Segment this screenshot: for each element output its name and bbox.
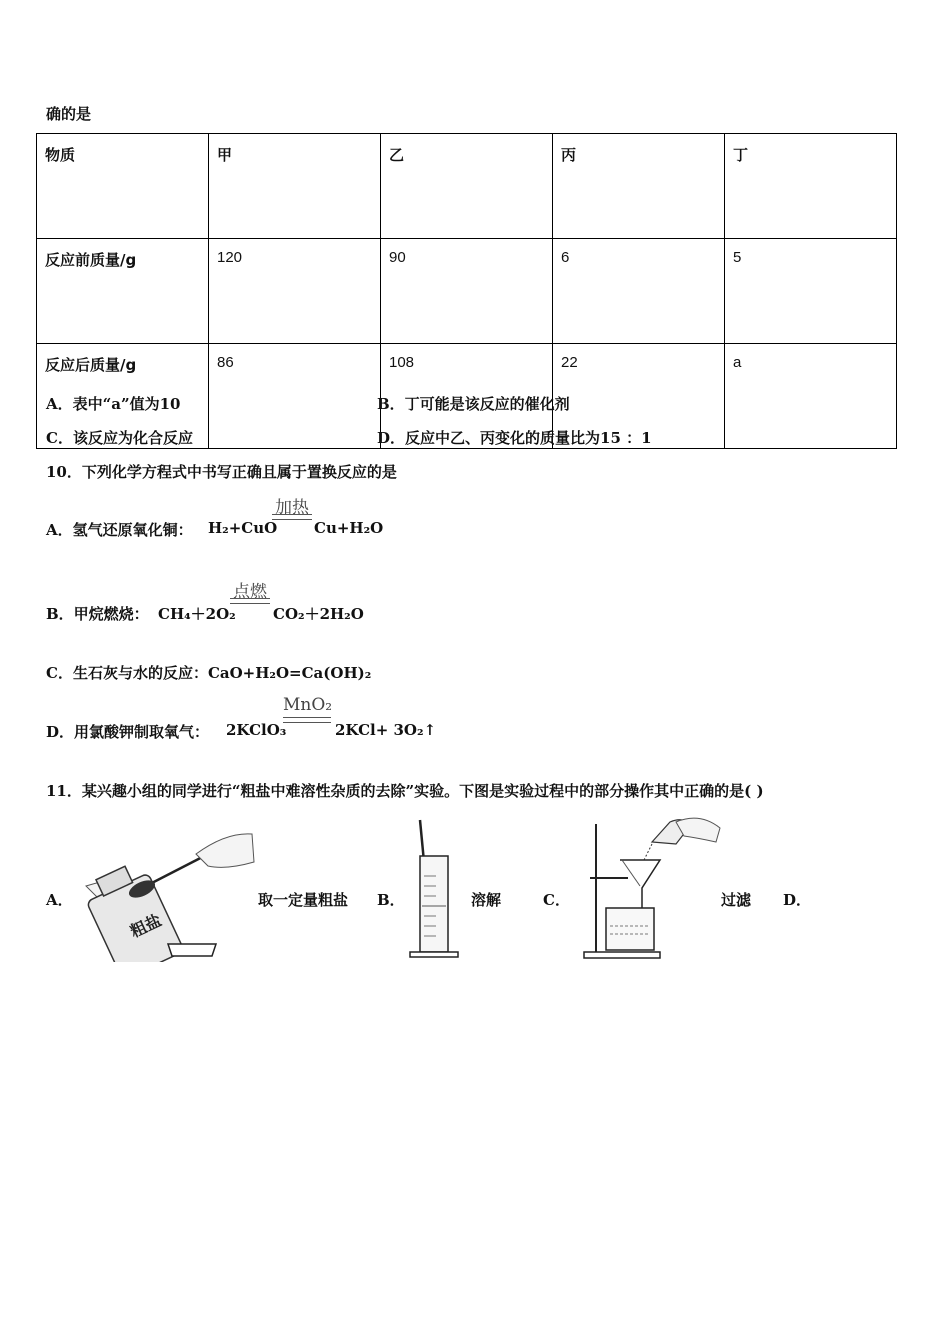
table-cell: 22 (553, 344, 725, 449)
q10-d-right: 2KCl+ 3O₂↑ (335, 721, 437, 739)
q10-c-label: C．生石灰与水的反应： (46, 664, 208, 682)
table-cell: 丙 (553, 134, 725, 239)
table-cell: 6 (553, 239, 725, 344)
table-row (37, 239, 897, 344)
table-cell: 甲 (209, 134, 381, 239)
q10-option-b[interactable] (46, 603, 149, 624)
q10-c-equation: CaO+H₂O=Ca(OH)₂ (207, 664, 372, 682)
table-cell: 反应后质量/g (37, 344, 209, 449)
question-stem-tail: 确的是 (46, 105, 92, 123)
q11-option-b-caption: 溶解 (471, 891, 502, 909)
q11-stem: 11．某兴趣小组的同学进行“粗盐中难溶性杂质的去除”实验。下图是实验过程中的部分操作其中正确的是( ) (46, 782, 764, 800)
q10-d-condition: MnO₂ (283, 695, 333, 715)
q10-b-label: B．甲烷燃烧： (46, 605, 149, 623)
q10-b-left: CH₄＋2O₂ (158, 605, 236, 623)
table-cell: 120 (209, 239, 381, 344)
q11-option-d-letter[interactable]: D． (783, 891, 812, 909)
q9-option-a[interactable]: A．表中“a”值为10 (46, 395, 181, 413)
q10-d-label: D．用氯酸钾制取氧气： (46, 723, 210, 741)
svg-text:粗盐: 粗盐 (127, 910, 165, 942)
q11-option-b-letter[interactable]: B． (377, 891, 405, 909)
q10-a-condition: 加热 (275, 498, 309, 518)
q10-option-d[interactable] (46, 721, 209, 742)
table-cell: 108 (381, 344, 553, 449)
table-cell: 物质 (37, 134, 209, 239)
table-cell: 86 (209, 344, 381, 449)
q10-b-right: CO₂＋2H₂O (273, 605, 364, 623)
table-cell: 90 (381, 239, 553, 344)
table-cell: a (725, 344, 897, 449)
q10-a-label: A．氢气还原氧化铜： (46, 521, 193, 539)
q10-option-c[interactable] (46, 662, 371, 683)
q9-option-d[interactable]: D．反应中乙、丙变化的质量比为15 ：1 (377, 429, 652, 447)
q10-a-left: H₂+CuO (208, 519, 278, 537)
q11-option-a-caption: 取一定量粗盐 (258, 891, 349, 909)
equals-double-line (272, 514, 312, 520)
q11-option-c-letter[interactable]: C． (543, 891, 570, 909)
q10-d-left: 2KClO₃ (226, 721, 287, 739)
q10-option-a[interactable] (46, 519, 193, 540)
equals-double-line (230, 598, 270, 604)
table-cell: 5 (725, 239, 897, 344)
table-cell: 反应前质量/g (37, 239, 209, 344)
filtration-figure (580, 814, 722, 962)
q9-option-b[interactable]: B．丁可能是该反应的催化剂 (377, 395, 570, 413)
q10-a-right: Cu+H₂O (314, 519, 384, 537)
q11-option-a-letter[interactable]: A． (46, 891, 73, 909)
q10-stem: 10．下列化学方程式中书写正确且属于置换反应的是 (46, 463, 397, 481)
table-header-row (37, 134, 897, 239)
q9-option-c[interactable]: C．该反应为化合反应 (46, 429, 193, 447)
q10-b-condition: 点燃 (233, 582, 267, 602)
scoop-salt-figure (76, 826, 256, 962)
graduated-cylinder-figure (406, 816, 462, 960)
q11-option-c-caption: 过滤 (721, 891, 752, 909)
table-cell: 丁 (725, 134, 897, 239)
table-cell: 乙 (381, 134, 553, 239)
equals-double-line (283, 717, 331, 723)
